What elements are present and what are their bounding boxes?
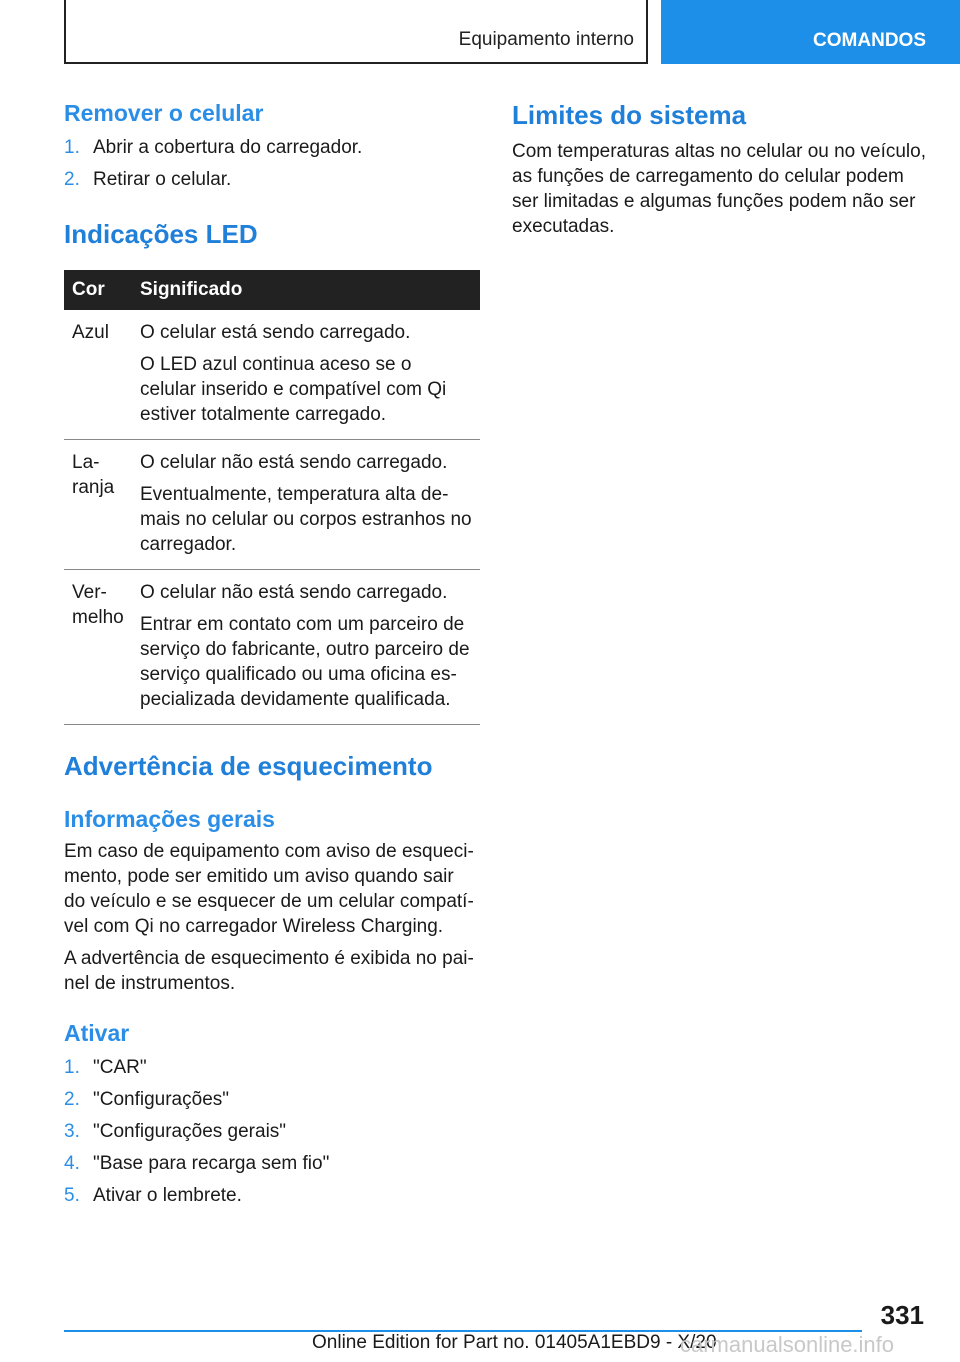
watermark: carmanualsonline.info [680,1332,895,1357]
list-item: 2. "Configurações" [64,1089,230,1110]
table-header-cell: Cor [64,270,132,310]
system-limits-heading: Limites do sistema [512,100,747,130]
table-row [64,570,480,725]
table-cell-color: Ver- melho [64,570,132,725]
left-column [64,100,480,1215]
table-cell-color: Azul [64,310,132,440]
table-cell-meaning: O celular está sendo carregado. O LED azul continua aceso se o celular inserido e compatível com Qi estiver totalmente carregado. [132,310,480,440]
table-cell-meaning: O celular não está sendo carregado. Entrar em contato com um parceiro de serviço do fabricante, outro parceiro de serviço qualificado ou uma oficina es- pecializada devidamente qualificada. [132,570,480,725]
chapter-title: COMANDOS [813,30,926,51]
remove-phone-heading: Remover o celular [64,100,264,126]
list-item: 2. Retirar o celular. [64,169,232,190]
list-item: 4. "Base para recarga sem fio" [64,1153,330,1174]
general-info-heading: Informações gerais [64,806,275,832]
table-header-row [64,270,480,310]
activate-steps-list [64,1055,480,1208]
general-info-paragraph: A advertência de esquecimento é exibida no pai- nel de instrumentos. [64,948,474,994]
running-header-section [64,0,648,64]
table-cell-color: La- ranja [64,440,132,570]
forget-warning-heading: Advertência de esquecimento [64,751,433,781]
list-item: 1. Abrir a cobertura do carregador. [64,137,363,158]
table-cell-meaning: O celular não está sendo carregado. Eventualmente, temperatura alta de- mais no celular ou corpos estranhos no carregador. [132,440,480,570]
system-limits-paragraph: Com temperaturas altas no celular ou no veículo, as funções de carregamento do celular podem ser limitadas e algumas funções podem não ser executadas. [512,141,926,237]
page-number: 331 [880,1300,924,1330]
list-item: 3. "Configurações gerais" [64,1121,287,1142]
led-table [64,270,480,725]
section-title: Equipamento interno [458,29,634,50]
table-row [64,310,480,440]
list-item: 1. "CAR" [64,1057,147,1078]
edition-note: Online Edition for Part no. 01405A1EBD9 - X/20 [312,1332,717,1353]
general-info-paragraph: Em caso de equipamento com aviso de esqueci- mento, pode ser emitido um aviso quando sair do veículo e se esquecer de um celular compatí- vel com Qi no carregador Wireless Charging. [64,841,474,937]
table-row [64,440,480,570]
right-column [512,100,928,239]
list-item: 5. Ativar o lembrete. [64,1185,242,1206]
activate-heading: Ativar [64,1020,130,1046]
table-header-cell: Significado [132,270,480,310]
remove-steps-list [64,135,480,192]
running-header-chapter [661,0,960,64]
led-heading: Indicações LED [64,219,258,249]
